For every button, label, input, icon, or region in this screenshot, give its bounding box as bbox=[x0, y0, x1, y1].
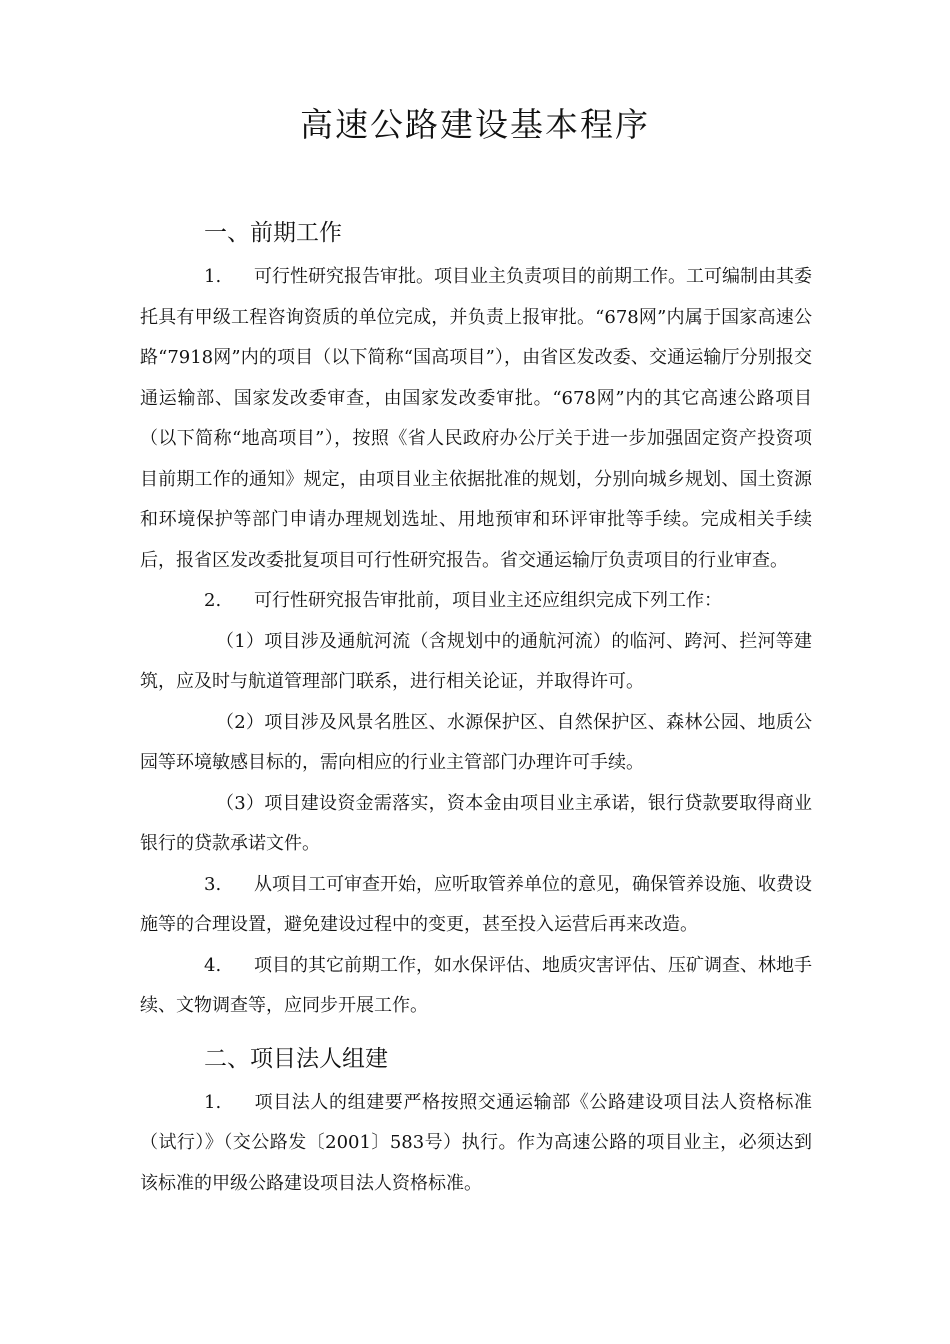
paragraph-text: 可行性研究报告审批。项目业主负责项目的前期工作。工可编制由其委托具有甲级工程咨询资质的单位完成，并负责上报审批。“678网”内属于国家高速公路“7918网”内的项目（以下简称“国高项目”），由省区发改委、交通运输厅分别报交通运输部、国家发改委审查，由国家发改委审批。“678网”内的其它高速公路项目（以下简称“地高项目”），按照《省人民政府办公厅关于进一步加强固定资产投资项目前期工作的通知》规定，由项目业主依据批准的规划，分别向城乡规划、国土资源和环境保护等部门申请办理规划选址、用地预审和环评审批等手续。完成相关手续后，报省区发改委批复项目可行性研究报告。省交通运输厅负责项目的行业审查。 bbox=[140, 266, 812, 571]
paragraph-number: 1. bbox=[204, 1091, 222, 1113]
paragraph-3-maintenance-input bbox=[140, 865, 812, 946]
paragraph-text: 从项目工可审查开始，应听取管养单位的意见，确保管养设施、收费设施等的合理设置，避免建设过程中的变更，甚至投入运营后再来改造。 bbox=[140, 873, 812, 935]
paragraph-number: 2. bbox=[204, 590, 222, 611]
paragraph-text: 项目的其它前期工作，如水保评估、地质灾害评估、压矿调查、林地手续、文物调查等，应同步开展工作。 bbox=[140, 954, 812, 1016]
paragraph-text: 可行性研究报告审批前，项目业主还应组织完成下列工作： bbox=[254, 590, 722, 611]
paragraph-number: 1. bbox=[204, 266, 222, 287]
section-heading-preliminary-work: 一、前期工作 bbox=[204, 220, 342, 246]
paragraph-2-pre-approval-tasks bbox=[140, 581, 812, 622]
sub-item-navigable-rivers: （1）项目涉及通航河流（含规划中的通航河流）的临河、跨河、拦河等建筑，应及时与航道管理部门联系，进行相关论证，并取得许可。 bbox=[140, 630, 812, 692]
sub-item-sensitive-areas: （2）项目涉及风景名胜区、水源保护区、自然保护区、森林公园、地质公园等环境敏感目标的，需向相应的行业主管部门办理许可手续。 bbox=[140, 711, 812, 773]
paragraph-text: 项目法人的组建要严格按照交通运输部《公路建设项目法人资格标准（试行）》（交公路发〔2001〕583号）执行。作为高速公路的项目业主，必须达到该标准的甲级公路建设项目法人资格标准。 bbox=[140, 1091, 812, 1194]
document-body bbox=[140, 213, 812, 1204]
paragraph-4-other-preliminary-work bbox=[140, 946, 812, 1027]
paragraph-number: 4. bbox=[204, 954, 222, 976]
paragraph-number: 3. bbox=[204, 873, 222, 895]
sub-item-funding: （3）项目建设资金需落实，资本金由项目业主承诺，银行贷款要取得商业银行的贷款承诺文件。 bbox=[140, 792, 812, 854]
paragraph-1-feasibility-approval bbox=[140, 257, 812, 581]
section-heading-legal-entity: 二、项目法人组建 bbox=[204, 1045, 388, 1072]
paragraph-1-legal-entity-setup bbox=[140, 1083, 812, 1205]
document-title: 高速公路建设基本程序 bbox=[300, 105, 650, 144]
